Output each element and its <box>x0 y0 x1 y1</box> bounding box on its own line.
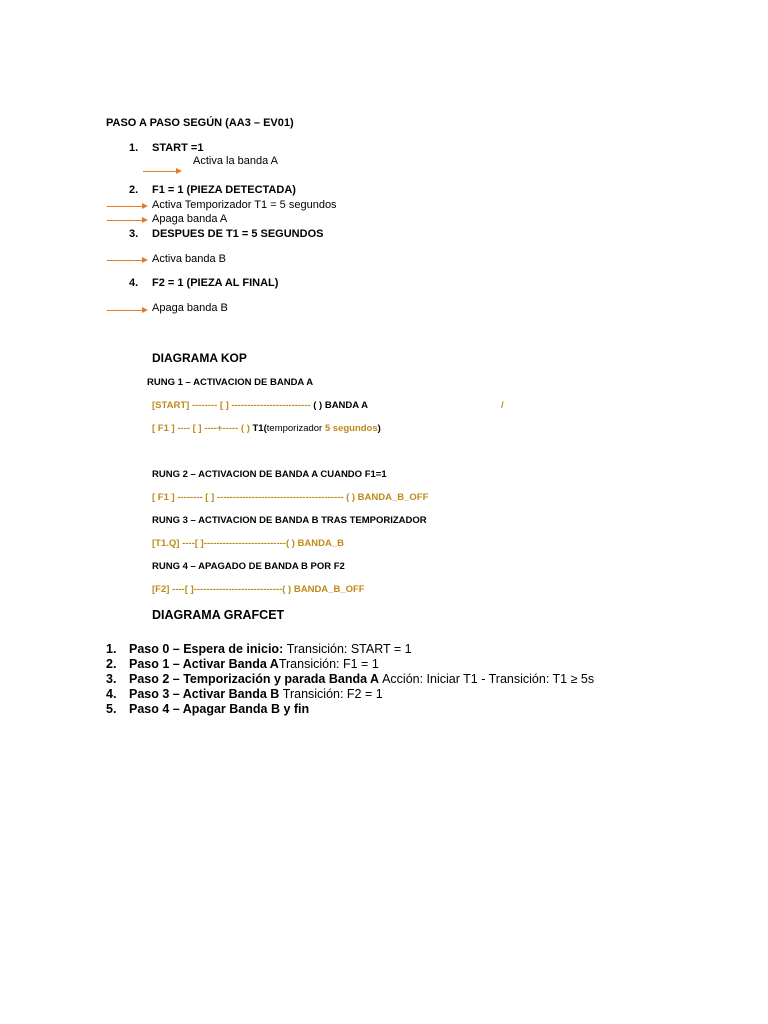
step-heading: START =1 <box>152 142 204 154</box>
arrow-icon <box>107 260 145 261</box>
paren-close: ) <box>377 423 381 434</box>
rung4-line: [F2] ----[ ]----------------------------( ) BANDA_B_OFF <box>152 584 365 595</box>
rung3-title: RUNG 3 – ACTIVACION DE BANDA B TRAS TEMPORIZADOR <box>152 515 427 526</box>
step-action: Apaga banda B <box>152 302 228 314</box>
rung1-line1 <box>152 400 368 411</box>
item-step: Paso 2 – Temporización y parada Banda A <box>129 672 383 686</box>
step-heading: F2 = 1 (PIEZA AL FINAL) <box>152 277 279 289</box>
step-number: 1. <box>129 142 139 154</box>
grafcet-heading: DIAGRAMA GRAFCET <box>152 608 285 622</box>
grafcet-item <box>106 687 383 701</box>
timer-type: temporizador <box>266 423 323 434</box>
arrow-icon <box>107 206 145 207</box>
item-number: 2. <box>106 657 117 671</box>
rung1-title: RUNG 1 – ACTIVACION DE BANDA A <box>147 377 314 388</box>
rung1-line2-code: [ F1 ] ---- [ ] ----+----- ( ) <box>152 423 250 434</box>
coil-label: BANDA A <box>324 400 368 411</box>
paren-open: ( <box>263 423 267 434</box>
step-action: Activa banda B <box>152 253 226 265</box>
grafcet-item <box>106 642 412 656</box>
item-detail: Transición: F2 = 1 <box>282 687 383 701</box>
item-number: 3. <box>106 672 117 686</box>
document-title: PASO A PASO SEGÚN (AA3 – EV01) <box>106 117 294 129</box>
timer-label: T1 <box>252 423 264 434</box>
grafcet-item <box>106 657 379 671</box>
arrow-icon <box>107 220 145 221</box>
arrow-icon <box>107 310 145 311</box>
coil-symbol: ( ) <box>313 400 323 411</box>
item-step: Paso 1 – Activar Banda A <box>129 657 279 671</box>
arrow-icon <box>143 171 179 172</box>
item-detail: Acción: Iniciar T1 - Transición: T1 ≥ 5s <box>382 672 595 686</box>
item-step: Paso 0 – Espera de inicio: <box>129 642 287 656</box>
rung1-slash: / <box>501 400 504 411</box>
item-number: 1. <box>106 642 117 656</box>
rung1-line2 <box>152 423 381 434</box>
step-action: Activa la banda A <box>193 155 279 167</box>
step-action: Apaga banda A <box>152 213 228 225</box>
item-number: 4. <box>106 687 117 701</box>
grafcet-item <box>106 702 309 716</box>
kop-heading: DIAGRAMA KOP <box>152 351 247 365</box>
step-heading: DESPUES DE T1 = 5 SEGUNDOS <box>152 228 324 240</box>
step-number: 3. <box>129 228 139 240</box>
step-heading: F1 = 1 (PIEZA DETECTADA) <box>152 184 296 196</box>
item-step: Paso 3 – Activar Banda B <box>129 687 283 701</box>
rung1-line1-code: [START] -------- [ ] ------------------------- <box>152 400 311 411</box>
step-number: 2. <box>129 184 139 196</box>
rung2-title: RUNG 2 – ACTIVACION DE BANDA A CUANDO F1=1 <box>152 469 387 480</box>
item-detail: Transición: F1 = 1 <box>278 657 379 671</box>
step-number: 4. <box>129 277 139 289</box>
item-step: Paso 4 – Apagar Banda B y fin <box>129 702 310 716</box>
item-number: 5. <box>106 702 117 716</box>
step-action: Activa Temporizador T1 = 5 segundos <box>152 199 337 211</box>
rung2-line: [ F1 ] -------- [ ] ---------------------------------------- ( ) BANDA_B_OFF <box>152 492 429 503</box>
grafcet-item <box>106 672 594 686</box>
item-detail: Transición: START = 1 <box>286 642 412 656</box>
rung4-title: RUNG 4 – APAGADO DE BANDA B POR F2 <box>152 561 345 572</box>
timer-value: 5 segundos <box>324 423 378 434</box>
rung3-line: [T1.Q] ----[ ]--------------------------( ) BANDA_B <box>152 538 345 549</box>
